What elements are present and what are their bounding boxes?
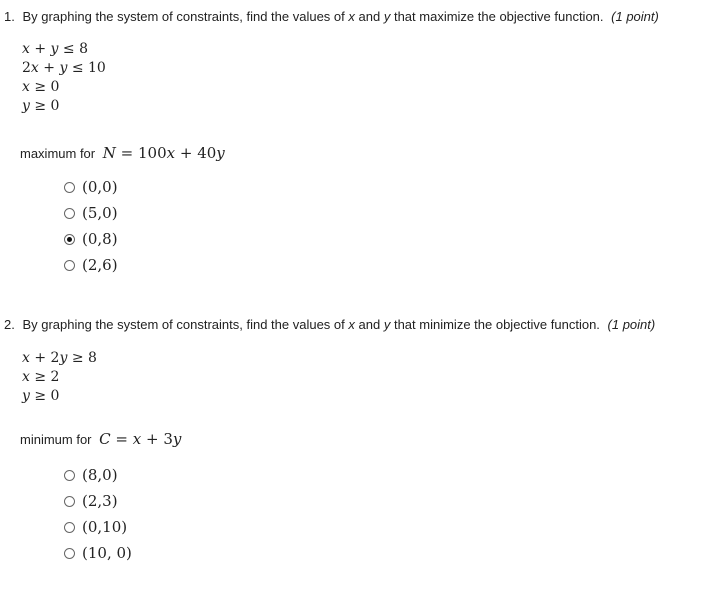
answer-option[interactable] — [64, 540, 132, 566]
radio-button[interactable] — [64, 548, 75, 559]
objective-label: maximum for — [20, 146, 96, 161]
answer-option[interactable] — [64, 174, 118, 200]
objective-function — [20, 430, 181, 448]
option-label[interactable]: (0,0) — [82, 178, 118, 196]
radio-button[interactable] — [64, 208, 75, 219]
constraint: y ≥ 0 — [22, 388, 60, 404]
option-label[interactable]: (0,10) — [82, 518, 128, 536]
constraint: x + 2y ≥ 8 — [22, 350, 97, 366]
variable-y: y — [383, 9, 391, 24]
radio-button[interactable] — [64, 522, 75, 533]
points-label: (1 point) — [611, 9, 659, 24]
option-label[interactable]: (8,0) — [82, 466, 118, 484]
points-label: (1 point) — [607, 317, 656, 332]
constraint: x + y ≤ 8 — [22, 41, 89, 57]
prompt-text-end: that minimize the objective function. — [393, 317, 600, 332]
answer-options — [64, 174, 118, 278]
question-number: 1. — [4, 9, 15, 24]
constraint: x ≥ 0 — [22, 79, 60, 95]
constraint: y ≥ 0 — [22, 98, 60, 114]
answer-option[interactable] — [64, 462, 132, 488]
objective-expression: C = x + 3y — [99, 430, 182, 448]
answer-options — [64, 462, 132, 566]
option-label[interactable]: (10, 0) — [82, 544, 132, 562]
variable-x: x — [348, 317, 355, 332]
objective-expression: N = 100x + 40y — [102, 144, 225, 162]
option-label[interactable]: (2,6) — [82, 256, 118, 274]
prompt-text: By graphing the system of constraints, find the values of — [22, 9, 345, 24]
answer-option[interactable] — [64, 488, 132, 514]
prompt-text: By graphing the system of constraints, find the values of — [22, 317, 345, 332]
objective-label: minimum for — [20, 432, 92, 447]
option-label[interactable]: (5,0) — [82, 204, 118, 222]
question-number: 2. — [4, 317, 15, 332]
constraints-list — [22, 349, 97, 406]
radio-button[interactable] — [64, 260, 75, 271]
objective-function — [20, 144, 225, 162]
constraint: 2x + y ≤ 10 — [22, 60, 106, 76]
constraints-list — [22, 40, 106, 116]
option-label[interactable]: (2,3) — [82, 492, 118, 510]
variable-y: y — [383, 317, 391, 332]
question-2-prompt — [4, 317, 655, 332]
prompt-text-end: that maximize the objective function. — [393, 9, 604, 24]
prompt-and: and — [358, 9, 381, 24]
question-1-prompt — [4, 9, 659, 24]
radio-button[interactable] — [64, 234, 75, 245]
radio-button[interactable] — [64, 182, 75, 193]
radio-button[interactable] — [64, 496, 75, 507]
prompt-and: and — [358, 317, 381, 332]
constraint: x ≥ 2 — [22, 369, 60, 385]
option-label[interactable]: (0,8) — [82, 230, 118, 248]
variable-x: x — [348, 9, 355, 24]
answer-option[interactable] — [64, 252, 118, 278]
answer-option[interactable] — [64, 514, 132, 540]
answer-option[interactable] — [64, 226, 118, 252]
radio-button[interactable] — [64, 470, 75, 481]
answer-option[interactable] — [64, 200, 118, 226]
